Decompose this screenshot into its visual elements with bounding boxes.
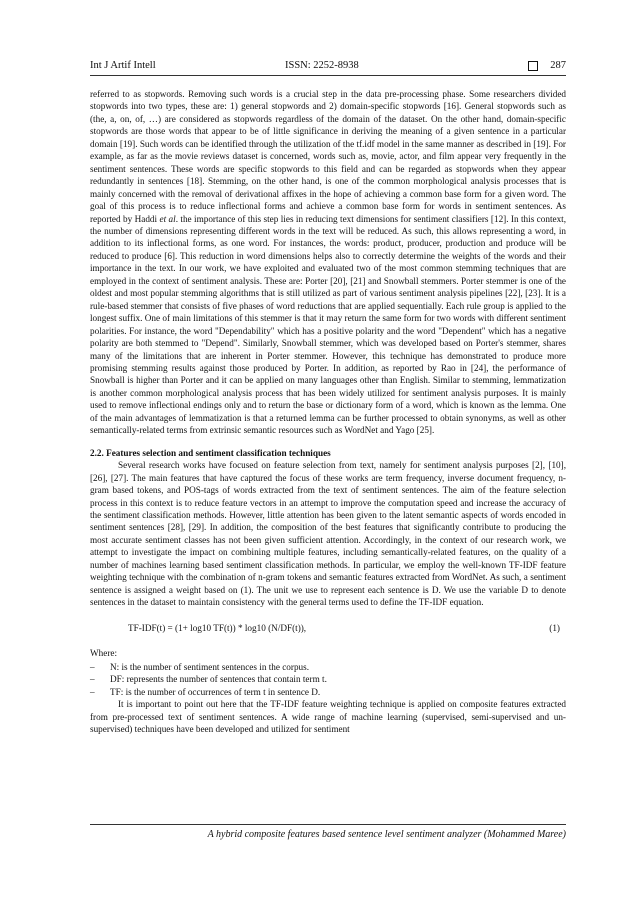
list-item-text: DF: represents the number of sentences that contain term t. (110, 674, 327, 685)
equation-tfidf (90, 621, 566, 635)
list-item-text: N: is the number of sentiment sentences in the corpus. (110, 662, 310, 673)
paragraph-feature-selection: Several research works have focused on feature selection from text, namely for sentiment analysis purposes [2], [10], [26], [27]. The main features that have captured the focus of these works are term frequency, inverse document frequency, n-gram based tokens, and POS-tags of words extracted from the text of sentiment sentences. The aim of the feature selection process in this context is to reduce feature vectors in an attempt to improve the computation speed and increase the accuracy of the sentiment classification methods. However, little attention has been given to the latent semantic aspects of words encoded in sentiment sentences [28], [29]. In addition, the composition of the best features that significantly contribute to producing the most accurate sentiment classes has not been given sufficient attention. Accordingly, in the context of our research work, we attempt to investigate the impact on combining multiple features, including semantically-related features, on the quality of a number of machines learning based sentiment classification methods. In particular, we employ the well-known TF-IDF feature weighting technique with the combination of n-gram tokens and semantic features extracted from WordNet. As such, a sentiment sentence is assigned a weight based on (1). The unit we use to represent each sentence is D. We use the variable D to denote sentences in the dataset to maintain consistency with the general terms used to define the TF-IDF equation. (90, 460, 566, 608)
list-item (90, 686, 566, 698)
section-heading: 2.2. Features selection and sentiment classification techniques (90, 447, 331, 458)
square-box-icon (528, 61, 538, 71)
bullet-dash: – (90, 674, 95, 685)
page-body (90, 88, 566, 736)
list-item-text: TF: is the number of occurrences of term t in sentence D. (110, 686, 321, 697)
equation-text: TF-IDF(t) = (1+ log10 TF(t)) * log10 (N/DF(t)), (128, 622, 307, 633)
bullet-dash: – (90, 686, 95, 697)
definition-list (90, 661, 566, 698)
page-number: 287 (550, 60, 566, 71)
list-item (90, 673, 566, 685)
where-label: Where: (90, 647, 118, 658)
italic-et-al: et al (159, 213, 176, 224)
equation-number: (1) (549, 622, 560, 633)
page-number-group (528, 57, 566, 75)
paragraph-ml-techniques: It is important to point out here that the TF-IDF feature weighting technique is applied on composite features extracted from pre-processed text of sentiment sentences. A wide range of machine learning (supervised, semi-supervised and un-supervised) techniques have been developed and utilized for sentiment (90, 699, 566, 735)
journal-name: Int J Artif Intell (90, 60, 156, 71)
page-footer (90, 824, 566, 840)
paragraph-text-continued: . the importance of this step lies in reducing text dimensions for sentiment classifiers [12]. In this context, the number of dimensions representing different words in the text will be reduced. As such, this allows representing a word, in addition to its inflectional forms, as one word. For instances, the words: product, producer, production and produce will be reduced to produce [6]. This reduction in word dimensions helps also to correctly determine the weights of the words and their importance in the text. In our work, we have exploited and evaluated two of the most common stemming techniques that are employed in the context of sentiment analysis. These are: Porter [20], [21] and Snowball stemmers. Porter stemmer is one of the oldest and most popular stemming algorithms that is still utilized as part of various sentiment analysis pipelines [22], [23]. It is a rule-based stemmer that consists of five phases of word reductions that are applied sequentially. Each rule group is applied to the longest suffix. One of main limitations of this stemmer is that it may return the same form for two words with different sentiment polarities. For instance, the word "Dependability" which has a positive polarity and the word "Dependent" which has a negative polarity are both stemmed to "Depend". Similarly, Snowball stemmer, which was developed based on Porter's stemmer, shares many of the limitations that are inherent in Porter stemmer. However, this technique has demonstrated to produce more promising stemming results against those produced by Porter. In addition, as reported by Rao in [24], the performance of Snowball is higher than Porter and it can be applied on many languages other than English. Similar to stemming, lemmatization is another common morphological analysis process that has been widely utilized for sentiment analysis purposes. It is mainly used to remove inflectional endings only and to return the base or dictionary form of a word, which is known as the lemma. One of the main advantages of lemmatization is that a returned lemma can be further processed to obtain synonyms, as well as other semantically-related terms from extrinsic semantic resources such as WordNet and Yago [25]. (90, 213, 567, 436)
paragraph-text: referred to as stopwords. Removing such words is a crucial step in the data pre-processing phase. Some researchers divided stopwords into two types, these are: 1) general stopwords and 2) domain-specific stopwords [16]. General stopwords such as (the, a, on, of, …) are considered as stopwords regardless of the domain of the dataset. On the other hand, domain-specific stopwords are those words that appear to be of little significance in deriving the meaning of a given sentence in a particular domain [19]. Such words can be identified through the utilization of the tf.idf model in the same manner as described in [19]. For example, as far as the movie reviews dataset is concerned, words such as, movie, actor, and film appear very frequently in the sentiment sentences. These words are specific stopwords to this field and can be regarded as stopwords when they appear redundantly in sentences [18]. Stemming, on the other hand, is one of the common morphological analysis processes that is mainly concerned with the removal of derivational affixes in the hope of achieving a common base form for a given word. The goal of this process is to reduce inflectional forms and achieve a common base form for words in sentiment sentences. As reported by Haddi (90, 89, 566, 224)
issn-label: ISSN: 2252-8938 (285, 60, 359, 71)
paragraph-stopwords-stemming (90, 88, 566, 437)
page-header (90, 57, 566, 76)
footer-title: A hybrid composite features based sentence level sentiment analyzer (Mohammed Maree) (207, 829, 566, 840)
list-item (90, 661, 566, 673)
bullet-dash: – (90, 662, 95, 673)
